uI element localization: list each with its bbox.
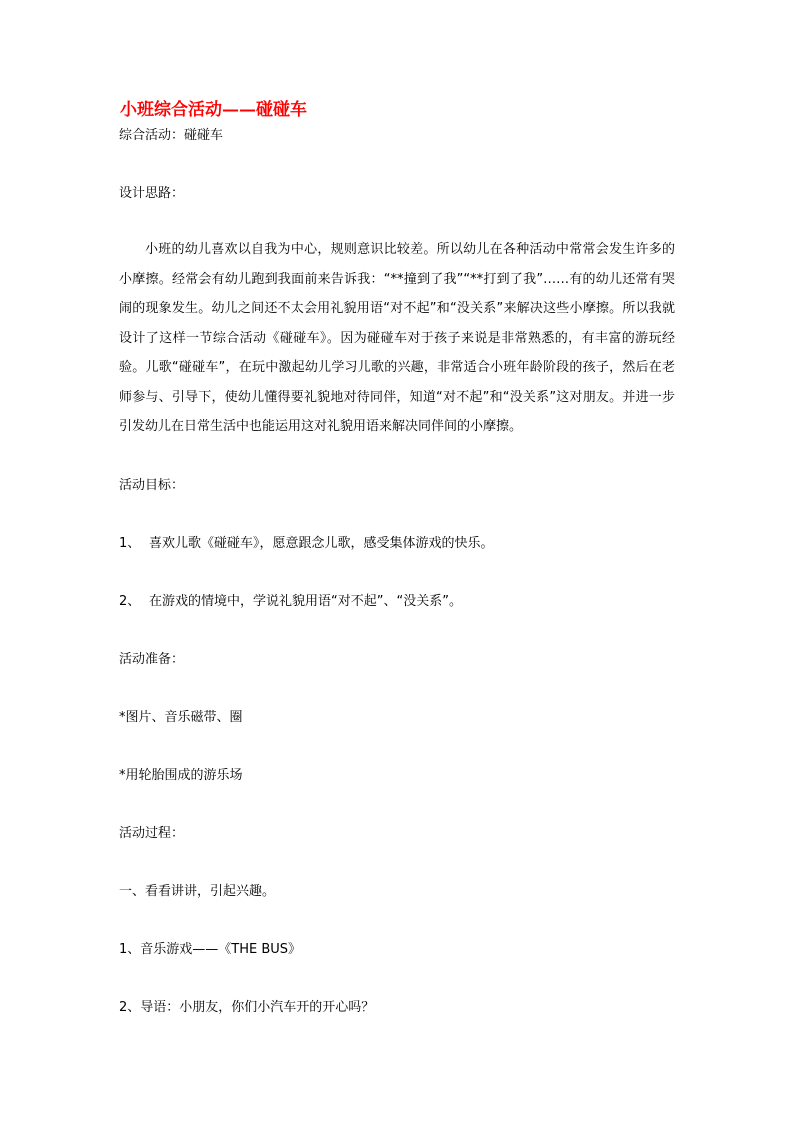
doc-subtitle: 综合活动：碰碰车 bbox=[119, 128, 224, 143]
process-step-3: 2、导语：小朋友，你们小汽车开的开心吗？ bbox=[119, 1000, 375, 1015]
design-paragraph: 小班的幼儿喜欢以自我为中心，规则意识比较差。所以幼儿在各种活动中常常会发生许多的小摩擦。经常会有幼儿跑到我面前来告诉我：“**撞到了我”“**打到了我”……有的幼儿还常有哭闹的现象发生。幼儿之间还不太会用礼貌用语“对不起”和“没关系”来解决这些小摩擦。所以我就设计了这样一节综合活动《碰碰车》。因为碰碰车对于孩子来说是非常熟悉的，有丰富的游玩经验。儿歌“碰碰车”，在玩中激起幼儿学习儿歌的兴趣，非常适合小班年龄阶段的孩子，然后在老师参与、引导下，使幼儿懂得要礼貌地对待同伴，知道“对不起”和“没关系”这对朋友。并进一步引发幼儿在日常生活中也能运用这对礼貌用语来解决同伴间的小摩擦。 bbox=[119, 242, 675, 434]
prep-item-2: *用轮胎围成的游乐场 bbox=[119, 768, 243, 783]
process-step-1: 一、看看讲讲，引起兴趣。 bbox=[119, 884, 276, 899]
prep-heading: 活动准备： bbox=[119, 652, 185, 667]
goal-item-1 bbox=[119, 532, 494, 551]
goal-item-2 bbox=[119, 590, 462, 609]
prep-item-1: *图片、音乐磁带、圈 bbox=[119, 710, 243, 725]
process-step-2: 1、音乐游戏——《THE BUS》 bbox=[119, 942, 302, 957]
process-heading: 活动过程： bbox=[119, 826, 185, 841]
goal-number: 2、 bbox=[119, 594, 141, 609]
doc-title: 小班综合活动——碰碰车 bbox=[120, 100, 307, 120]
goal-text: 喜欢儿歌《碰碰车》，愿意跟念儿歌，感受集体游戏的快乐。 bbox=[149, 536, 494, 551]
goals-heading: 活动目标： bbox=[119, 478, 185, 493]
goal-number: 1、 bbox=[119, 536, 141, 551]
design-heading: 设计思路： bbox=[119, 186, 185, 201]
goal-text: 在游戏的情境中，学说礼貌用语“对不起”、“没关系”。 bbox=[149, 594, 462, 609]
